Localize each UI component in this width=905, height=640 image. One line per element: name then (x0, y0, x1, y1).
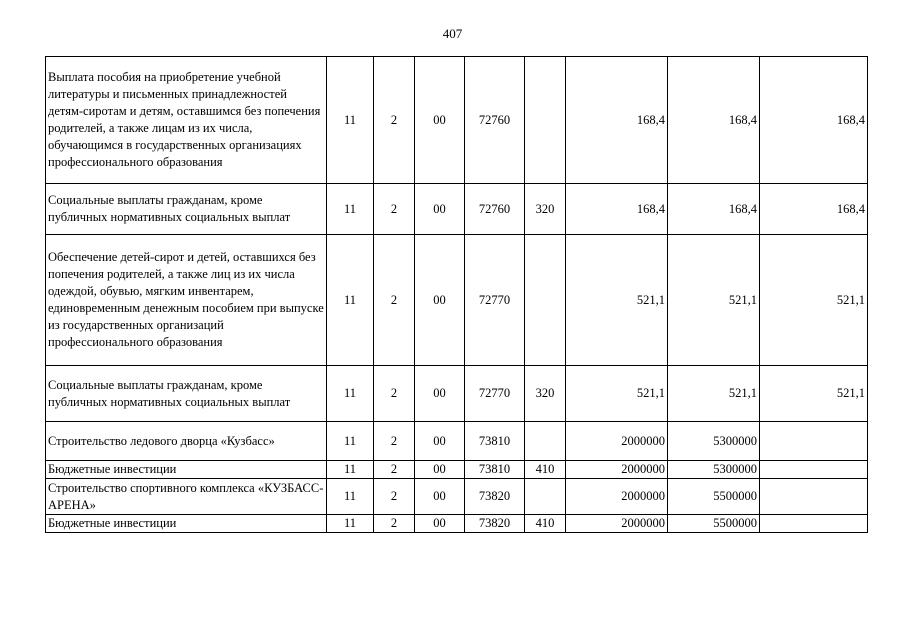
row-name: Социальные выплаты гражданам, кроме публичных нормативных социальных выплат (46, 184, 327, 235)
subprogram-code: 00 (415, 184, 465, 235)
expense-type-code (525, 57, 566, 184)
table-row (46, 422, 868, 461)
program-code: 2 (374, 461, 415, 479)
amount-year-1: 2000000 (566, 515, 668, 533)
row-name: Социальные выплаты гражданам, кроме публичных нормативных социальных выплат (46, 366, 327, 422)
amount-year-1: 2000000 (566, 422, 668, 461)
amount-year-2: 168,4 (668, 184, 760, 235)
row-name: Строительство спортивного комплекса «КУЗБАСС-АРЕНА» (46, 479, 327, 515)
section-code: 11 (327, 461, 374, 479)
section-code: 11 (327, 422, 374, 461)
amount-year-2: 521,1 (668, 366, 760, 422)
amount-year-1: 2000000 (566, 479, 668, 515)
amount-year-2: 5500000 (668, 515, 760, 533)
program-code: 2 (374, 479, 415, 515)
section-code: 11 (327, 57, 374, 184)
row-name: Выплата пособия на приобретение учебной литературы и письменных принадлежностей детям-сиротам и детям, оставшимся без попечения родителей, а также лицам из их числа, обучающимся в государственных организациях профессионального образования (46, 57, 327, 184)
subprogram-code: 00 (415, 57, 465, 184)
direction-code: 72770 (465, 235, 525, 366)
section-code: 11 (327, 366, 374, 422)
subprogram-code: 00 (415, 515, 465, 533)
direction-code: 73810 (465, 461, 525, 479)
amount-year-1: 521,1 (566, 235, 668, 366)
program-code: 2 (374, 235, 415, 366)
amount-year-3: 521,1 (760, 235, 868, 366)
subprogram-code: 00 (415, 479, 465, 515)
amount-year-2: 168,4 (668, 57, 760, 184)
subprogram-code: 00 (415, 235, 465, 366)
program-code: 2 (374, 515, 415, 533)
amount-year-3 (760, 461, 868, 479)
expense-type-code: 410 (525, 515, 566, 533)
amount-year-1: 168,4 (566, 57, 668, 184)
direction-code: 72760 (465, 184, 525, 235)
amount-year-3: 168,4 (760, 184, 868, 235)
amount-year-2: 521,1 (668, 235, 760, 366)
row-name: Строительство ледового дворца «Кузбасс» (46, 422, 327, 461)
amount-year-1: 2000000 (566, 461, 668, 479)
table-row (46, 235, 868, 366)
expense-type-code (525, 479, 566, 515)
page-number: 407 (442, 26, 463, 41)
direction-code: 73820 (465, 479, 525, 515)
row-name: Бюджетные инвестиции (46, 461, 327, 479)
direction-code: 73820 (465, 515, 525, 533)
program-code: 2 (374, 184, 415, 235)
amount-year-2: 5500000 (668, 479, 760, 515)
program-code: 2 (374, 366, 415, 422)
amount-year-3: 168,4 (760, 57, 868, 184)
budget-table (45, 56, 868, 533)
section-code: 11 (327, 479, 374, 515)
table-row (46, 515, 868, 533)
table-row (46, 461, 868, 479)
direction-code: 72760 (465, 57, 525, 184)
subprogram-code: 00 (415, 422, 465, 461)
amount-year-1: 168,4 (566, 184, 668, 235)
amount-year-2: 5300000 (668, 461, 760, 479)
program-code: 2 (374, 57, 415, 184)
program-code: 2 (374, 422, 415, 461)
expense-type-code: 320 (525, 366, 566, 422)
table-row (46, 184, 868, 235)
section-code: 11 (327, 235, 374, 366)
amount-year-2: 5300000 (668, 422, 760, 461)
amount-year-3 (760, 479, 868, 515)
subprogram-code: 00 (415, 461, 465, 479)
table-row (46, 366, 868, 422)
table-row (46, 479, 868, 515)
section-code: 11 (327, 184, 374, 235)
expense-type-code (525, 422, 566, 461)
expense-type-code: 320 (525, 184, 566, 235)
expense-type-code (525, 235, 566, 366)
direction-code: 72770 (465, 366, 525, 422)
row-name: Бюджетные инвестиции (46, 515, 327, 533)
row-name: Обеспечение детей-сирот и детей, оставшихся без попечения родителей, а также лиц из их числа одеждой, обувью, мягким инвентарем, единовременным денежным пособием при выпуске из государственных организаций профессионального образования (46, 235, 327, 366)
table-row (46, 57, 868, 184)
amount-year-1: 521,1 (566, 366, 668, 422)
expense-type-code: 410 (525, 461, 566, 479)
amount-year-3 (760, 422, 868, 461)
amount-year-3 (760, 515, 868, 533)
subprogram-code: 00 (415, 366, 465, 422)
direction-code: 73810 (465, 422, 525, 461)
amount-year-3: 521,1 (760, 366, 868, 422)
section-code: 11 (327, 515, 374, 533)
